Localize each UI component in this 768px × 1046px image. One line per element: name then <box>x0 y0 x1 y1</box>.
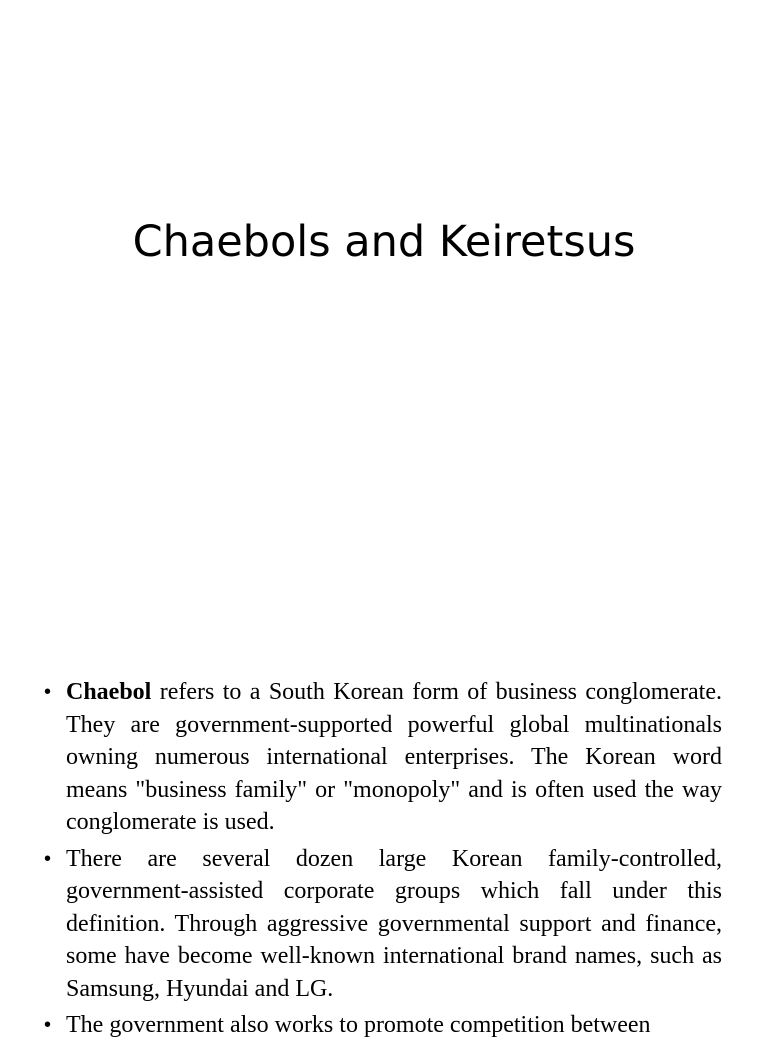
bullet-item-chaebol-definition <box>44 676 722 839</box>
bullet-icon: • <box>44 681 52 703</box>
bullet-text: The government also works to promote competition between <box>66 1012 651 1038</box>
bullet-icon: • <box>44 847 52 870</box>
bullet-term: Chaebol <box>66 679 152 705</box>
bullet-item-korean-groups <box>44 843 722 1006</box>
bullet-list <box>44 676 722 1046</box>
bullet-icon: • <box>44 1014 52 1036</box>
slide-title: Chaebols and Keiretsus <box>132 217 636 267</box>
bullet-text: refers to a South Korean form of business conglomerate. They are government-supported powerful global multinationals owning numerous international enterprises. The Korean word means "business family" or "monopoly" and is often used the way conglomerate is used. <box>66 679 722 835</box>
bullet-item-government-competition <box>44 1009 722 1042</box>
bullet-text: There are several dozen large Korean family-controlled, government-assisted corporate groups which fall under this definition. Through aggressive governmental support and finance, some have become well-known international brand names, such as Samsung, Hyundai and LG. <box>66 845 722 1002</box>
